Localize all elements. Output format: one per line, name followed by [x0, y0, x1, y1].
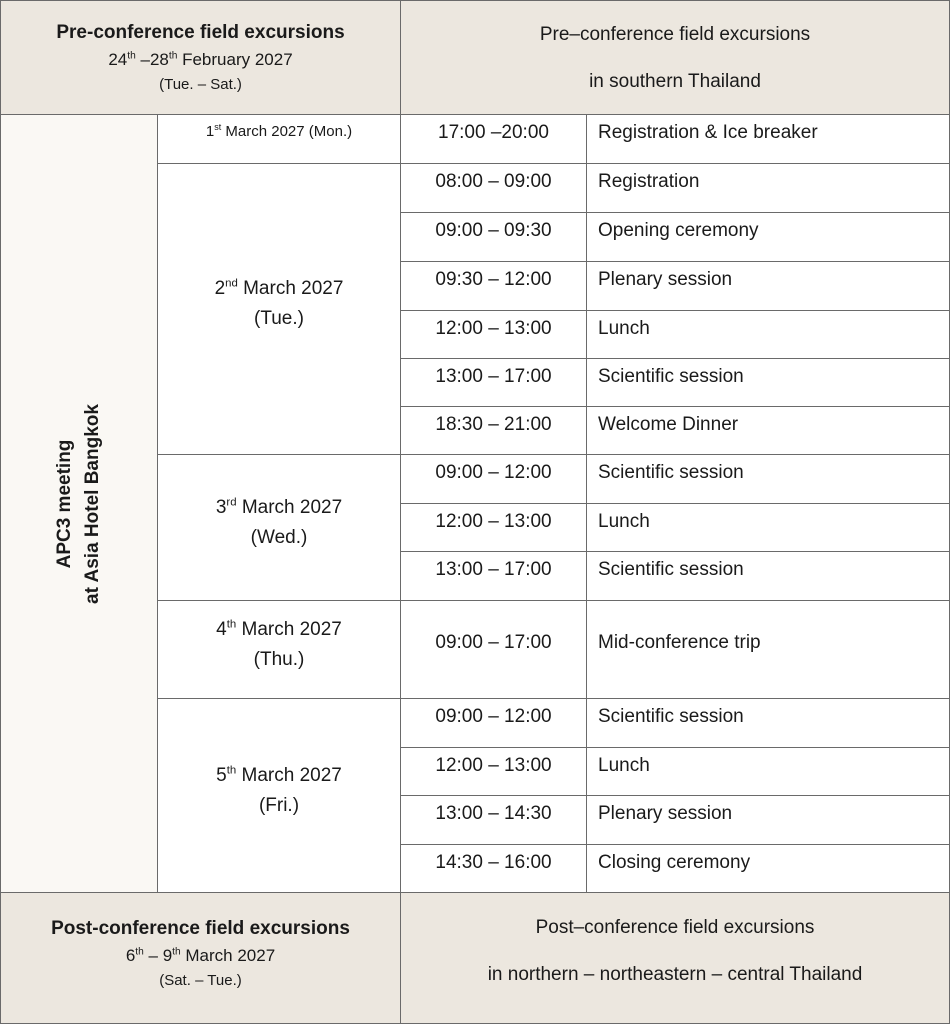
day-5-num: 5: [216, 764, 227, 786]
day-5-weekday: (Fri.): [258, 794, 300, 816]
post-date-start: 6: [125, 945, 136, 965]
day-3-content: [216, 497, 342, 549]
pre-conference-left-content: [56, 22, 344, 93]
day-1-suffix: st: [214, 122, 222, 132]
event-cell: Lunch: [586, 503, 950, 552]
venue-line2: at Asia Hotel Bangkok: [82, 403, 103, 604]
venue-label: [51, 404, 107, 604]
day-3-rest: March 2027: [236, 496, 343, 518]
pre-conference-right-cell: [400, 0, 950, 115]
day-4-suffix: th: [226, 618, 237, 631]
post-date-end-suffix: th: [172, 945, 181, 957]
event-cell: Mid-conference trip: [586, 600, 950, 699]
day-1-num: 1: [205, 123, 215, 140]
day-5-rest: March 2027: [236, 764, 342, 786]
pre-conference-dates: [108, 50, 292, 70]
time-cell: 12:00 – 13:00: [400, 503, 587, 552]
day-4-weekday: (Thu.): [253, 648, 305, 670]
post-date-month: March 2027: [180, 945, 276, 965]
time-cell: 13:00 – 17:00: [400, 358, 587, 407]
time-cell: 14:30 – 16:00: [400, 844, 587, 893]
time-cell: 09:00 – 17:00: [400, 600, 587, 699]
day-3-date: [216, 497, 342, 519]
time-cell: 13:00 – 14:30: [400, 795, 587, 845]
pre-conference-days: (Tue. – Sat.): [159, 76, 242, 93]
post-conference-description-line2: in northern – northeastern – central Thailand: [487, 964, 863, 985]
pre-date-month: February 2027: [177, 50, 293, 69]
time-cell: 09:00 – 12:00: [400, 698, 587, 748]
day-5-date: [216, 765, 342, 787]
post-conference-dates: [126, 946, 275, 966]
pre-date-start: 24: [108, 50, 128, 69]
pre-date-end-suffix: th: [168, 50, 178, 62]
event-cell: Scientific session: [586, 551, 950, 601]
day-2-date: [215, 278, 344, 300]
post-conference-right-content: [488, 904, 863, 998]
event-cell: Plenary session: [586, 795, 950, 845]
event-cell: Welcome Dinner: [586, 406, 950, 455]
pre-conference-description-line1: Pre–conference field excursions: [539, 23, 811, 45]
time-cell: 18:30 – 21:00: [400, 406, 587, 455]
event-cell: Scientific session: [586, 358, 950, 407]
day-1-rest: March 2027 (Mon.): [221, 123, 353, 140]
event-cell: Registration: [586, 163, 950, 213]
day-4-num: 4: [216, 618, 227, 640]
post-conference-description-line1: Post–conference field excursions: [535, 917, 815, 938]
pre-date-start-suffix: th: [127, 50, 136, 62]
time-cell: 09:00 – 12:00: [400, 454, 587, 504]
event-cell: Closing ceremony: [586, 844, 950, 893]
event-cell: Registration & Ice breaker: [586, 114, 950, 164]
venue-cell: [0, 114, 158, 893]
venue-line1: APC3 meeting: [54, 439, 75, 568]
post-date-end: – 9: [143, 945, 173, 965]
day-3-suffix: rd: [226, 496, 237, 509]
day-4-rest: March 2027: [236, 618, 342, 640]
day-2-suffix: nd: [225, 277, 238, 290]
event-cell: Plenary session: [586, 261, 950, 311]
time-cell: 17:00 –20:00: [400, 114, 587, 164]
time-cell: 09:30 – 12:00: [400, 261, 587, 311]
day-4-date: [216, 619, 342, 641]
event-cell: Lunch: [586, 310, 950, 359]
time-cell: 08:00 – 09:00: [400, 163, 587, 213]
post-conference-right-cell: [400, 892, 950, 1024]
post-conference-left-content: [51, 918, 350, 989]
pre-date-end: –28: [135, 50, 169, 69]
day-3-cell: [157, 454, 401, 601]
day-5-cell: [157, 698, 401, 893]
event-cell: Opening ceremony: [586, 212, 950, 262]
day-5-suffix: th: [226, 764, 237, 777]
event-cell: Scientific session: [586, 698, 950, 748]
day-2-content: [215, 278, 344, 330]
day-2-cell: [157, 163, 401, 455]
post-conference-left-cell: [0, 892, 401, 1024]
post-date-start-suffix: th: [135, 945, 144, 957]
pre-conference-left-cell: [0, 0, 401, 115]
day-1-cell: [157, 114, 401, 164]
day-2-rest: March 2027: [237, 278, 344, 299]
day-1-label: [206, 123, 352, 140]
event-cell: Scientific session: [586, 454, 950, 504]
time-cell: 09:00 – 09:30: [400, 212, 587, 262]
pre-conference-title: Pre-conference field excursions: [56, 22, 345, 43]
time-cell: 12:00 – 13:00: [400, 747, 587, 796]
time-cell: 13:00 – 17:00: [400, 551, 587, 601]
day-4-cell: [157, 600, 401, 699]
day-3-num: 3: [215, 496, 227, 518]
day-5-content: [216, 765, 342, 817]
post-conference-days: (Sat. – Tue.): [159, 971, 242, 989]
pre-conference-right-content: [540, 11, 810, 105]
day-3-weekday: (Wed.): [250, 526, 308, 548]
day-2-weekday: (Tue.): [254, 308, 304, 329]
event-cell: Lunch: [586, 747, 950, 796]
post-conference-title: Post-conference field excursions: [51, 917, 350, 939]
day-4-content: [216, 619, 342, 671]
day-2-num: 2: [214, 278, 226, 299]
time-cell: 12:00 – 13:00: [400, 310, 587, 359]
pre-conference-description-line2: in southern Thailand: [589, 70, 761, 92]
